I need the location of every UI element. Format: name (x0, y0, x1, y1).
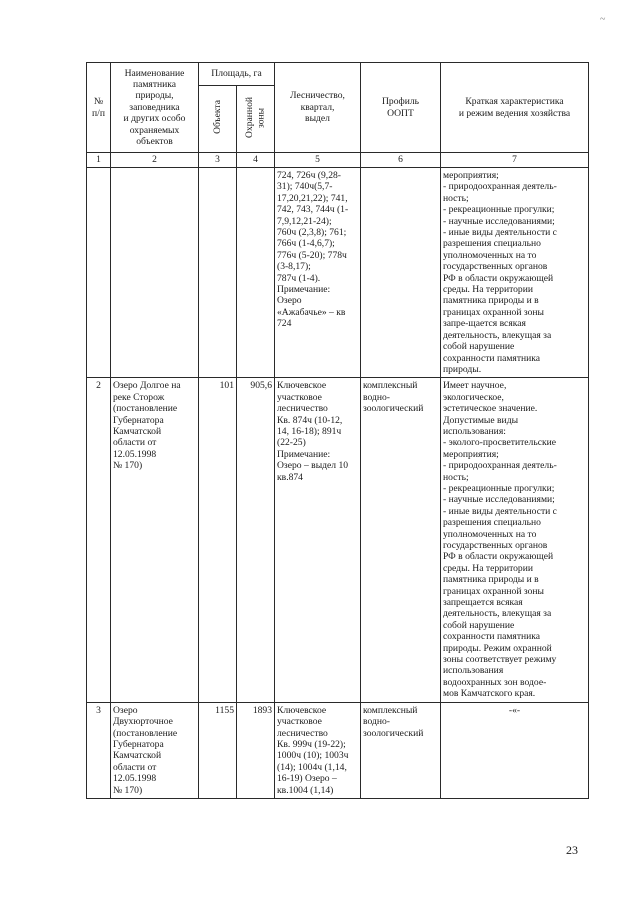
column-number: 1 (87, 153, 111, 168)
area-zone (237, 168, 275, 378)
row-number: 2 (87, 378, 111, 702)
area-zone: 905,6 (237, 378, 275, 702)
row-number: 3 (87, 702, 111, 798)
description-cell: -«- (441, 702, 589, 798)
column-number: 6 (361, 153, 441, 168)
area-object (199, 168, 237, 378)
forestry-cell: Ключевское участковое лесничество Кв. 874ч (10-12, 14, 16-18); 891ч (22-25) Примечание: Озеро – выдел 10 кв.874 (275, 378, 361, 702)
area-object: 1155 (199, 702, 237, 798)
header-area-object: Объекта (199, 86, 237, 153)
protected-areas-table (86, 62, 589, 799)
table-row (87, 168, 589, 378)
description-cell: Имеет научное, экологическое, эстетическое значение. Допустимые виды использования: - эколого-просветительские мероприятия; - природоохранная деятель- ность; - рекреационные прогулки; - научные исследованиями; - иные виды деятельности с разрешения специально уполномоченных на то государственных органов РФ в области окружающей среды. На территории памятника природы и в границах охранной зоны запрещается всякая деятельность, влекущая за собой нарушение сохранности памятника природы. Режим охранной зоны соответствует режиму использования водоохранных зон водое- мов Камчатского края. (441, 378, 589, 702)
row-number (87, 168, 111, 378)
page-number: 23 (566, 843, 578, 857)
header-row (87, 63, 589, 86)
column-numbers-row (87, 153, 589, 168)
header-forestry: Лесничество, квартал, выдел (275, 63, 361, 153)
profile-cell: комплексный водно- зоологический (361, 702, 441, 798)
header-area: Площадь, га (199, 63, 275, 86)
forestry-cell: Ключевское участковое лесничество Кв. 999ч (19-22); 1000ч (10); 1003ч (14); 1004ч (1,14, 16-19) Озеро – кв.1004 (1,14) (275, 702, 361, 798)
object-name: Озеро Двухюрточное (постановление Губернатора Камчатской области от 12.05.1998 № 170) (111, 702, 199, 798)
area-zone: 1893 (237, 702, 275, 798)
table-row (87, 702, 589, 798)
column-number: 4 (237, 153, 275, 168)
corner-mark: ~ (600, 14, 606, 25)
column-number: 2 (111, 153, 199, 168)
header-name: Наименование памятника природы, заповедника и других особо охраняемых объектов (111, 63, 199, 153)
header-profile: Профиль ООПТ (361, 63, 441, 153)
header-description: Краткая характеристика и режим ведения хозяйства (441, 63, 589, 153)
header-num: № п/п (87, 63, 111, 153)
forestry-cell: 724, 726ч (9,28- 31); 740ч(5,7- 17,20,21,22); 741, 742, 743, 744ч (1- 7,9,12,21-24); 760ч (2,3,8); 761; 766ч (1-4,6,7); 776ч (5-20); 778ч (3-8,17); 787ч (1-4). Примечание: Озеро «Ажабачье» – кв 724 (275, 168, 361, 378)
object-name (111, 168, 199, 378)
column-number: 3 (199, 153, 237, 168)
description-cell: мероприятия; - природоохранная деятель- ность; - рекреационные прогулки; - научные исследованиями; - иные виды деятельности с разрешения специально уполномоченных на то государственных органов РФ в области окружающей среды. На территории памятника природы и в границах охранной зоны запре-щается всякая деятельность, влекущая за собой нарушение сохранности памятника природы. (441, 168, 589, 378)
column-number: 7 (441, 153, 589, 168)
table-row (87, 378, 589, 702)
profile-cell (361, 168, 441, 378)
area-object: 101 (199, 378, 237, 702)
object-name: Озеро Долгое на реке Сторож (постановление Губернатора Камчатской области от 12.05.1998 № 170) (111, 378, 199, 702)
header-area-zone: Охранной зоны (237, 86, 275, 153)
column-number: 5 (275, 153, 361, 168)
profile-cell: комплексный водно- зоологический (361, 378, 441, 702)
